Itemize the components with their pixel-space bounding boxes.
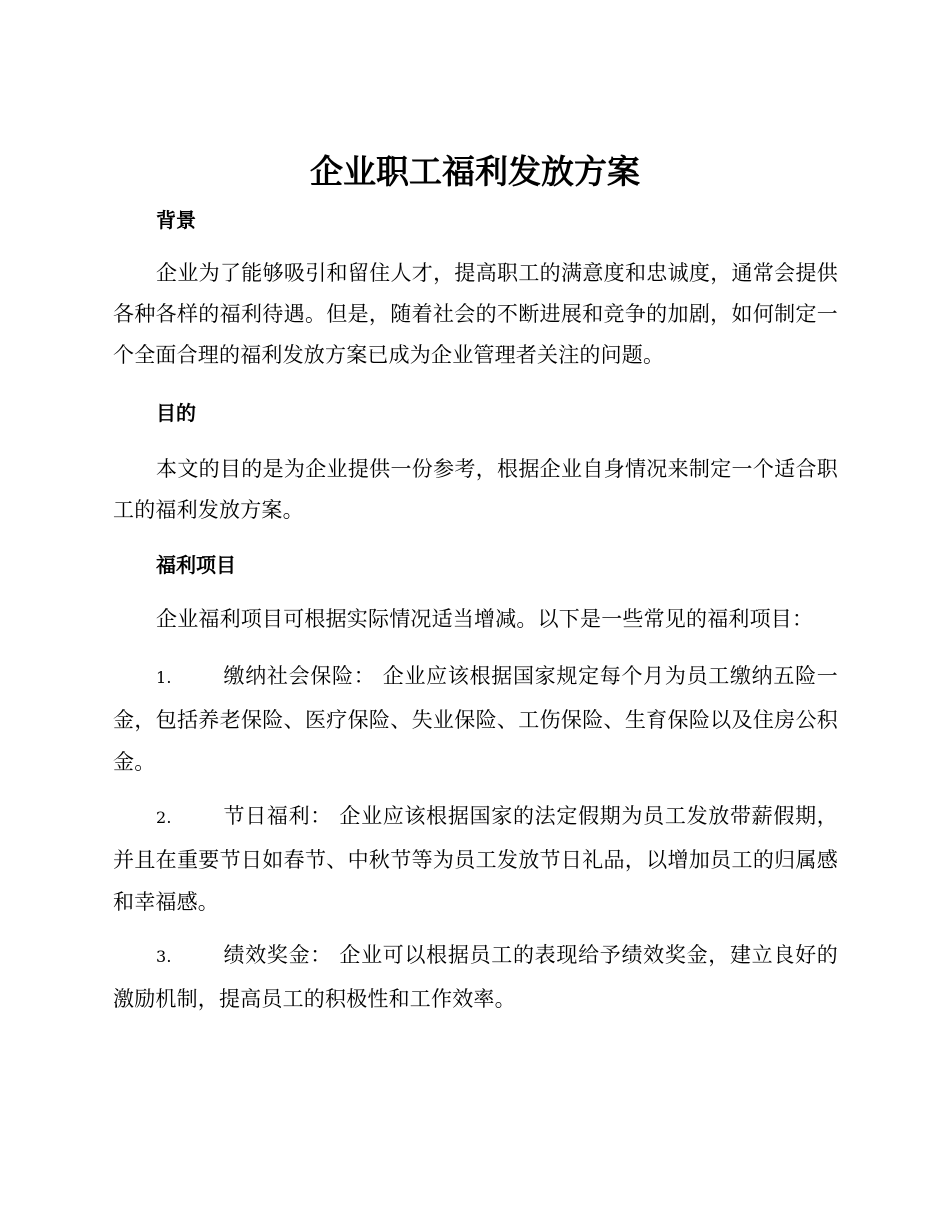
- list-item: [113, 655, 838, 783]
- section-heading-background: 背景: [156, 208, 196, 232]
- paragraph-background: 企业为了能够吸引和留住人才，提高职工的满意度和忠诚度，通常会提供各种各样的福利待遇。但是，随着社会的不断进展和竞争的加剧，如何制定一个全面合理的福利发放方案已成为企业管理者关注的问题。: [113, 261, 838, 367]
- section-heading-benefits: 福利项目: [156, 553, 236, 577]
- list-item-text: 绩效奖金： 企业可以根据员工的表现给予绩效奖金，建立良好的激励机制，提高员工的积极性和工作效率。: [113, 943, 838, 1011]
- list-item-number: 3.: [156, 947, 172, 966]
- list-item-text: 节日福利： 企业应该根据国家的法定假期为员工发放带薪假期，并且在重要节日如春节、中秋节等为员工发放节日礼品，以增加员工的归属感和幸福感。: [113, 804, 838, 914]
- list-item-text: 缴纳社会保险： 企业应该根据国家规定每个月为员工缴纳五险一金，包括养老保险、医疗保险、失业保险、工伤保险、生育保险以及住房公积金。: [113, 664, 838, 774]
- list-item: [113, 934, 838, 1020]
- paragraph-purpose: 本文的目的是为企业提供一份参考，根据企业自身情况来制定一个适合职工的福利发放方案。: [113, 457, 838, 522]
- list-item: [113, 795, 838, 923]
- list-item-number: 2.: [156, 808, 172, 827]
- list-item-number: 1.: [156, 668, 172, 687]
- document-title: 企业职工福利发放方案: [310, 152, 640, 191]
- section-heading-purpose: 目的: [156, 401, 196, 425]
- paragraph-benefits-intro: 企业福利项目可根据实际情况适当增减。以下是一些常见的福利项目：: [156, 607, 814, 631]
